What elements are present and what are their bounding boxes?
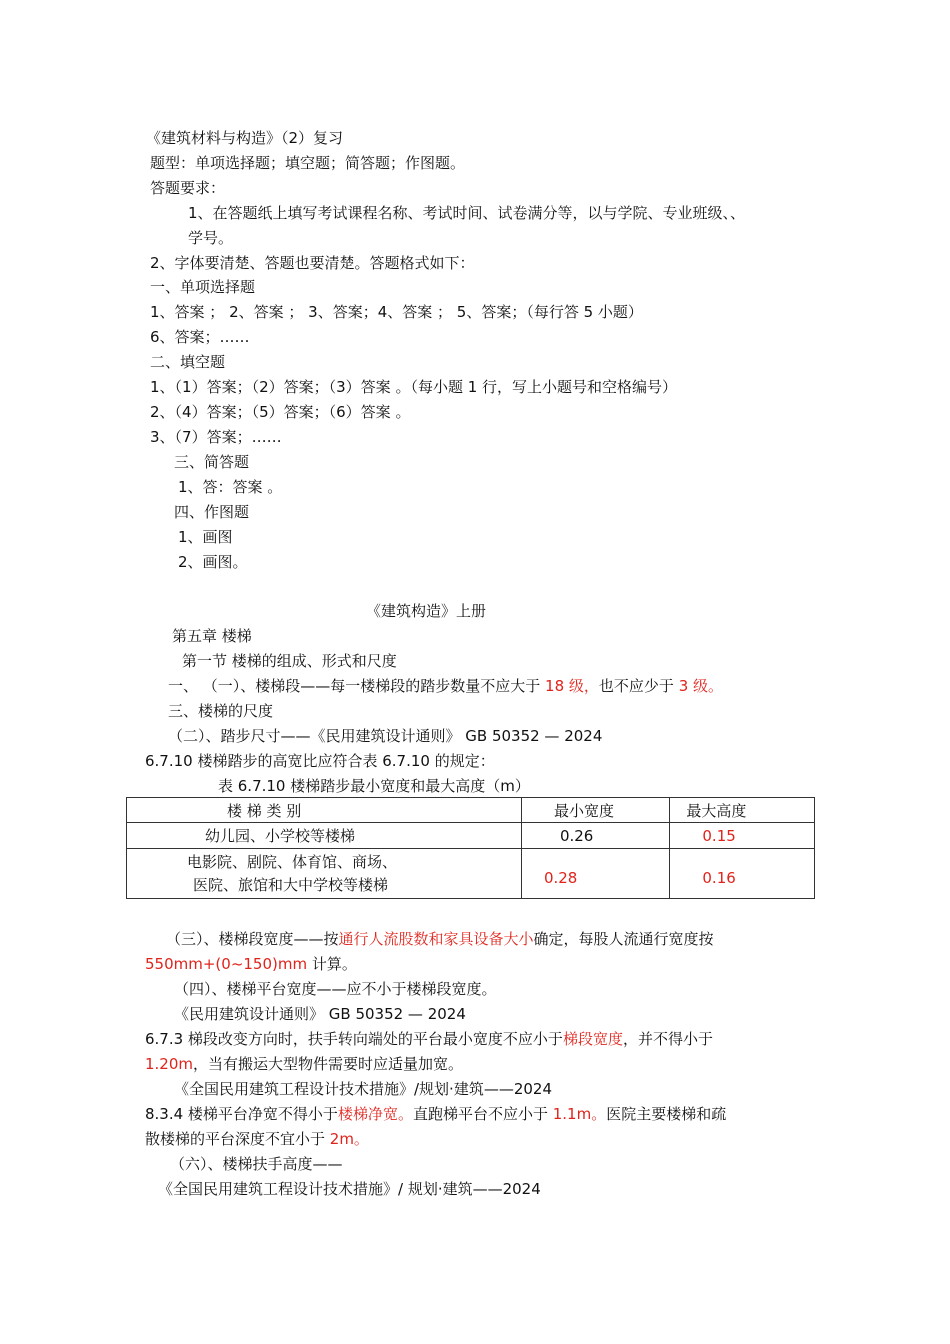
book-title: 《建筑构造》上册 bbox=[366, 602, 487, 620]
chapter-title: 第五章 楼梯 bbox=[172, 627, 252, 645]
text: ，当有搬运大型物件需要时应适量加宽。 bbox=[193, 1055, 464, 1073]
reference-code: 《民用建筑设计通则》 GB 50352 — 2024 bbox=[174, 1005, 466, 1023]
short-line-1: 1、答：答案 。 bbox=[178, 478, 283, 496]
text: 8.3.4 楼梯平台净宽不得小于 bbox=[145, 1105, 338, 1123]
section-short-title: 三、简答题 bbox=[174, 453, 250, 471]
section-title: 第一节 楼梯的组成、形式和尺度 bbox=[182, 652, 397, 670]
doc-title: 《建筑材料与构造》（2）复习 bbox=[146, 129, 344, 147]
fill-line-2: 2、（4）答案；（5）答案；（6）答案 。 bbox=[150, 403, 411, 421]
section-fill-title: 二、填空题 bbox=[150, 353, 226, 371]
draw-line-2: 2、画图。 bbox=[178, 553, 248, 571]
text: 也不应少于 bbox=[598, 677, 679, 695]
question-types: 题型：单项选择题；填空题；简答题；作图题。 bbox=[150, 154, 466, 172]
highlight-landing-depth: 2m。 bbox=[329, 1130, 369, 1148]
row2-max-height: 0.16 bbox=[670, 849, 815, 899]
clause-6-7-3-cont bbox=[145, 1054, 463, 1074]
row1-min-width: 0.26 bbox=[521, 823, 669, 849]
paragraph-flight-width-cont bbox=[145, 954, 357, 974]
header-max-height: 最大高度 bbox=[670, 798, 815, 823]
requirement-1-cont: 学号。 bbox=[188, 229, 234, 247]
paragraph-stair-flight bbox=[168, 676, 723, 696]
clause-6-7-10: 6.7.10 楼梯踏步的高宽比应符合表 6.7.10 的规定： bbox=[145, 752, 495, 770]
requirements-label: 答题要求： bbox=[150, 179, 226, 197]
highlight-straight-landing: 1.1m。 bbox=[552, 1105, 607, 1123]
paragraph-step-size: （二）、踏步尺寸——《民用建筑设计通则》 GB 50352 — 2024 bbox=[168, 727, 603, 745]
choice-line-2: 6、答案；…… bbox=[150, 328, 250, 346]
row2-min-width: 0.28 bbox=[521, 849, 669, 899]
choice-line-1: 1、答案 ； 2、答案 ； 3、答案；4、答案 ； 5、答案；（每行答 5 小题） bbox=[150, 303, 643, 321]
requirement-1: 1、在答题纸上填写考试课程名称、考试时间、试卷满分等，以与学院、专业班级、、 bbox=[188, 204, 746, 222]
text: 散楼梯的平台深度不宜小于 bbox=[145, 1130, 330, 1148]
row2-type-line1: 电影院、剧院、体育馆、商场、 bbox=[187, 852, 398, 871]
header-min-width: 最小宽度 bbox=[521, 798, 669, 823]
text: 一、 （一）、楼梯段——每一楼梯段的踏步数量不应大于 bbox=[168, 677, 546, 695]
highlight-flow-basis: 通行人流股数和家具设备大小 bbox=[338, 930, 534, 948]
paragraph-landing-width: （四）、楼梯平台宽度——应不小于楼梯段宽度。 bbox=[174, 980, 497, 998]
draw-line-1: 1、画图 bbox=[178, 528, 233, 546]
highlight-flight-width: 梯段宽度 bbox=[562, 1030, 623, 1048]
section-draw-title: 四、作图题 bbox=[174, 503, 250, 521]
clause-8-3-4 bbox=[145, 1104, 726, 1124]
reference-measures: 《全国民用建筑工程设计技术措施》/规划·建筑——2024 bbox=[174, 1080, 552, 1098]
text: 直跑梯平台不应小于 bbox=[412, 1105, 553, 1123]
row1-type: 幼儿园、小学校等楼梯 bbox=[127, 823, 522, 849]
paragraph-handrail-height: （六）、楼梯扶手高度—— bbox=[170, 1155, 343, 1173]
table-row bbox=[127, 849, 815, 899]
stair-dimension-table bbox=[126, 797, 815, 899]
table-row bbox=[127, 823, 815, 849]
text: ，并不得小于 bbox=[622, 1030, 713, 1048]
table-caption: 表 6.7.10 楼梯踏步最小宽度和最大高度（m） bbox=[218, 777, 530, 795]
fill-line-3: 3、（7）答案；…… bbox=[150, 428, 282, 446]
table-header-row bbox=[127, 798, 815, 823]
text: （三）、楼梯段宽度——按 bbox=[166, 930, 339, 948]
highlight-max-steps: 18 级， bbox=[545, 677, 599, 695]
row1-max-height: 0.15 bbox=[670, 823, 815, 849]
highlight-min-steps: 3 级。 bbox=[678, 677, 723, 695]
text: 确定，每股人流通行宽度按 bbox=[533, 930, 714, 948]
row2-type bbox=[127, 849, 522, 899]
highlight-min-landing: 1.20m bbox=[145, 1055, 194, 1073]
clause-8-3-4-cont bbox=[145, 1129, 369, 1149]
section-choice-title: 一、单项选择题 bbox=[150, 278, 256, 296]
paragraph-flight-width bbox=[166, 929, 714, 949]
header-type: 楼 梯 类 别 bbox=[127, 798, 522, 823]
clause-6-7-3 bbox=[145, 1029, 713, 1049]
requirement-2: 2、字体要清楚、答题也要清楚。答题格式如下： bbox=[150, 254, 475, 272]
reference-measures-2: 《全国民用建筑工程设计技术措施》/ 规划·建筑——2024 bbox=[158, 1180, 541, 1198]
fill-line-1: 1、（1）答案；（2）答案；（3）答案 。（每小题 1 行，写上小题号和空格编号） bbox=[150, 378, 678, 396]
text: 医院主要楼梯和疏 bbox=[606, 1105, 727, 1123]
text: 计算。 bbox=[307, 955, 357, 973]
text: 6.7.3 梯段改变方向时，扶手转向端处的平台最小宽度不应小于 bbox=[145, 1030, 563, 1048]
highlight-net-width: 楼梯净宽。 bbox=[337, 1105, 413, 1123]
highlight-flow-width: 550mm+(0~150)mm bbox=[145, 955, 308, 973]
row2-type-line2: 医院、旅馆和大中学校等楼梯 bbox=[193, 875, 389, 894]
paragraph-dimensions: 三、楼梯的尺度 bbox=[168, 702, 274, 720]
